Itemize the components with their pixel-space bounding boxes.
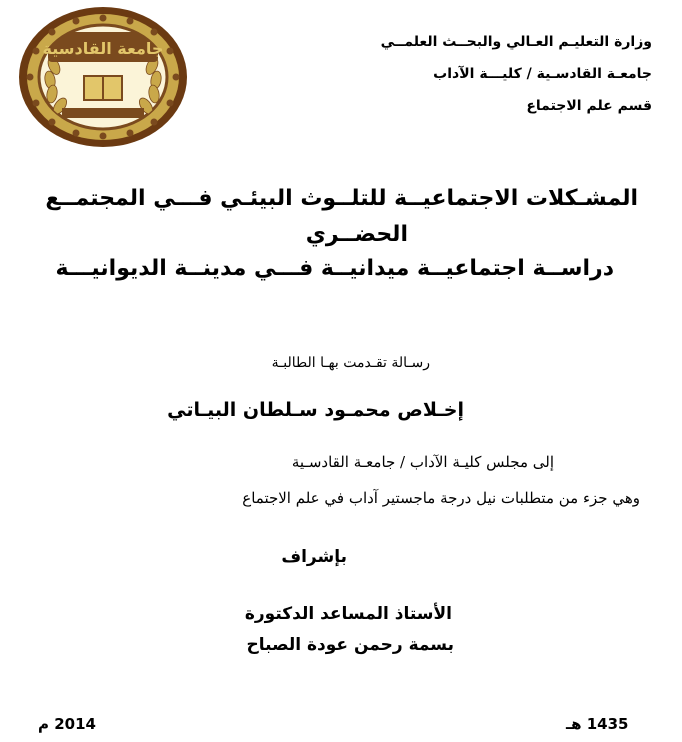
logo-ribbon [62, 108, 144, 118]
supervisor-title: الأستاذ المساعد الدكتورة [244, 604, 452, 624]
title-line-1: المشـكلات الاجتماعيــة للتلــوث البيئـي فـــي المجتمــع [45, 186, 638, 211]
gregorian-year: 2014 م [38, 715, 96, 733]
university-logo [18, 6, 188, 148]
hijri-year: 1435 هـ [566, 715, 629, 733]
council-line: إلى مجلس كليـة الآداب / جامعـة القادسـية [291, 453, 554, 471]
university-college-line: جامعـة القادسـية / كليـــة الآداب [433, 66, 652, 82]
logo-text: جامعة القادسية [42, 39, 164, 58]
student-name: إخـلاص محمـود سـلطان البيـاتي [167, 399, 464, 421]
department-line: قسم علم الاجتماع [526, 98, 652, 114]
ministry-line: وزارة التعليـم العـالي والبحــث العلمــي [380, 34, 652, 50]
supervisor-name: بسمة رحمن عودة الصباح [246, 635, 454, 655]
submitted-by-text: رسـالة تقـدمت بهـا الطالبـة [271, 355, 430, 371]
title-line-3: دراســة اجتماعيــة ميدانيــة فـــي مدينــة الديوانيـــة [55, 256, 614, 281]
degree-line: وهي جزء من متطلبات نيل درجة ماجستير آداب في علم الاجتماع [242, 489, 640, 507]
title-line-2: الحضــري [305, 222, 408, 247]
supervision-label: بإشراف [281, 547, 347, 567]
